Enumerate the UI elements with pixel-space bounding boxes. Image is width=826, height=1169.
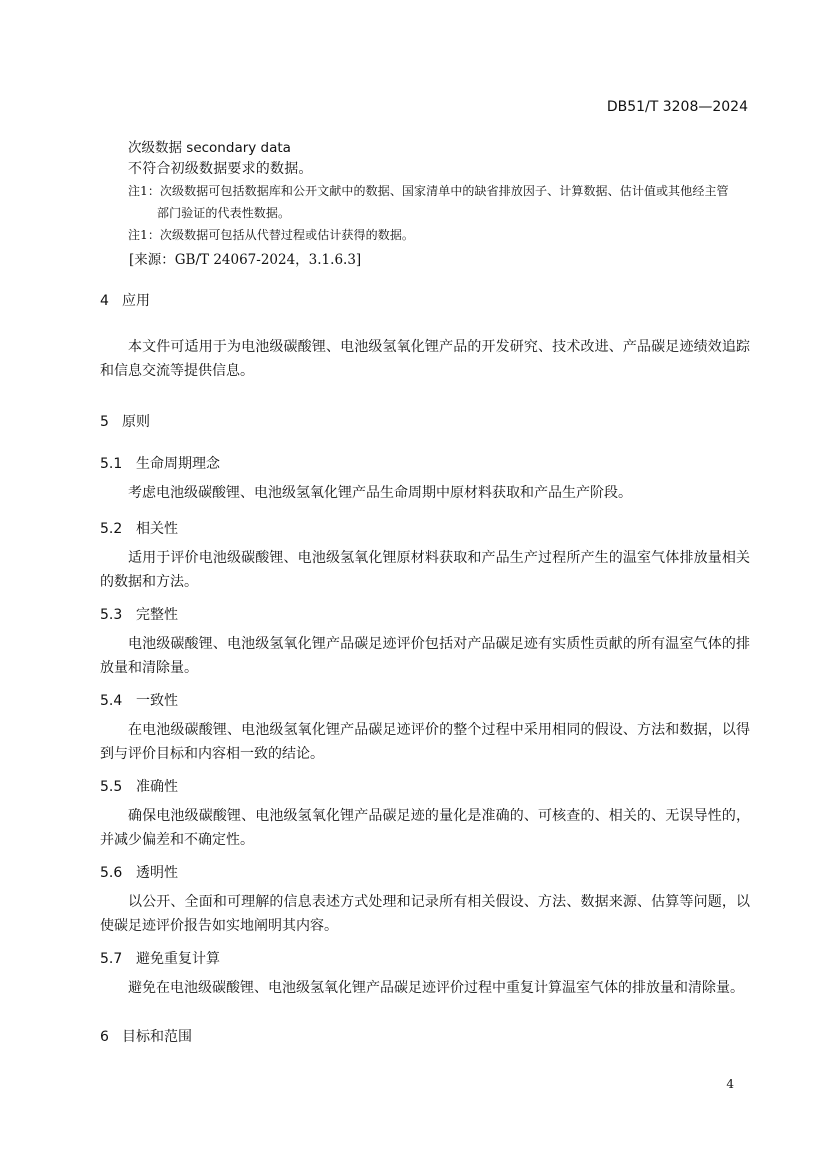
section-heading-5-6 [100, 862, 178, 882]
section-5-4-paragraph: 在电池级碳酸锂、电池级氢氧化锂产品碳足迹评价的整个过程中采用相同的假设、方法和数据，以得到与评价目标和内容相一致的结论。 [100, 722, 750, 762]
section-5-7-paragraph: 避免在电池级碳酸锂、电池级氢氧化锂产品碳足迹评价过程中重复计算温室气体的排放量和清除量。 [128, 980, 744, 996]
term-source: [来源：GB/T 24067-2024，3.1.6.3] [129, 252, 362, 268]
section-title: 避免重复计算 [136, 951, 220, 967]
section-number: 5.4 [100, 693, 123, 709]
section-title: 原则 [122, 414, 150, 430]
section-title: 完整性 [136, 607, 178, 623]
document-code: DB51/T 3208—2024 [606, 99, 748, 115]
section-title: 透明性 [136, 865, 178, 881]
section-title: 目标和范围 [122, 1029, 192, 1045]
section-number: 4 [100, 293, 109, 309]
section-heading-6 [100, 1026, 192, 1046]
section-5-6-paragraph: 以公开、全面和可理解的信息表述方式处理和记录所有相关假设、方法、数据来源、估算等问题，以使碳足迹评价报告如实地阐明其内容。 [100, 894, 750, 934]
section-number: 5.2 [100, 521, 123, 537]
section-number: 5.6 [100, 865, 123, 881]
section-heading-5-7 [100, 948, 220, 968]
section-5-3-paragraph: 电池级碳酸锂、电池级氢氧化锂产品碳足迹评价包括对产品碳足迹有实质性贡献的所有温室气体的排放量和清除量。 [100, 636, 750, 676]
section-heading-5-5 [100, 776, 178, 796]
section-title: 准确性 [136, 779, 178, 795]
section-title: 应用 [122, 293, 150, 309]
section-number: 5.5 [100, 779, 123, 795]
term-note-2: 注1：次级数据可包括从代替过程或估计获得的数据。 [128, 228, 415, 242]
section-heading-5 [100, 411, 150, 431]
section-number: 5 [100, 414, 109, 430]
section-title: 一致性 [136, 693, 178, 709]
section-title: 生命周期理念 [136, 456, 220, 472]
section-number: 5.1 [100, 456, 123, 472]
section-4-paragraph: 本文件可适用于为电池级碳酸锂、电池级氢氧化锂产品的开发研究、技术改进、产品碳足迹绩效追踪和信息交流等提供信息。 [100, 339, 750, 379]
section-number: 6 [100, 1029, 109, 1045]
page-number: 4 [726, 1077, 734, 1091]
term-definition: 不符合初级数据要求的数据。 [128, 161, 313, 177]
section-number: 5.7 [100, 951, 123, 967]
section-heading-5-4 [100, 690, 178, 710]
section-5-5-paragraph: 确保电池级碳酸锂、电池级氢氧化锂产品碳足迹的量化是准确的、可核查的、相关的、无误导性的，并减少偏差和不确定性。 [100, 808, 750, 848]
section-heading-4 [100, 290, 150, 310]
section-5-2-paragraph: 适用于评价电池级碳酸锂、电池级氢氧化锂原材料获取和产品生产过程所产生的温室气体排放量相关的数据和方法。 [100, 550, 750, 590]
term-note-1-continued: 部门验证的代表性数据。 [157, 206, 291, 220]
section-heading-5-3 [100, 604, 178, 624]
section-heading-5-2 [100, 518, 178, 538]
section-title: 相关性 [136, 521, 178, 537]
section-heading-5-1 [100, 453, 220, 473]
term-title: 次级数据 secondary data [128, 140, 291, 156]
section-5-1-paragraph: 考虑电池级碳酸锂、电池级氢氧化锂产品生命周期中原材料获取和产品生产阶段。 [128, 485, 632, 501]
term-note-1: 注1：次级数据可包括数据库和公开文献中的数据、国家清单中的缺省排放因子、计算数据、估计值或其他经主管 [128, 184, 729, 198]
section-number: 5.3 [100, 607, 123, 623]
